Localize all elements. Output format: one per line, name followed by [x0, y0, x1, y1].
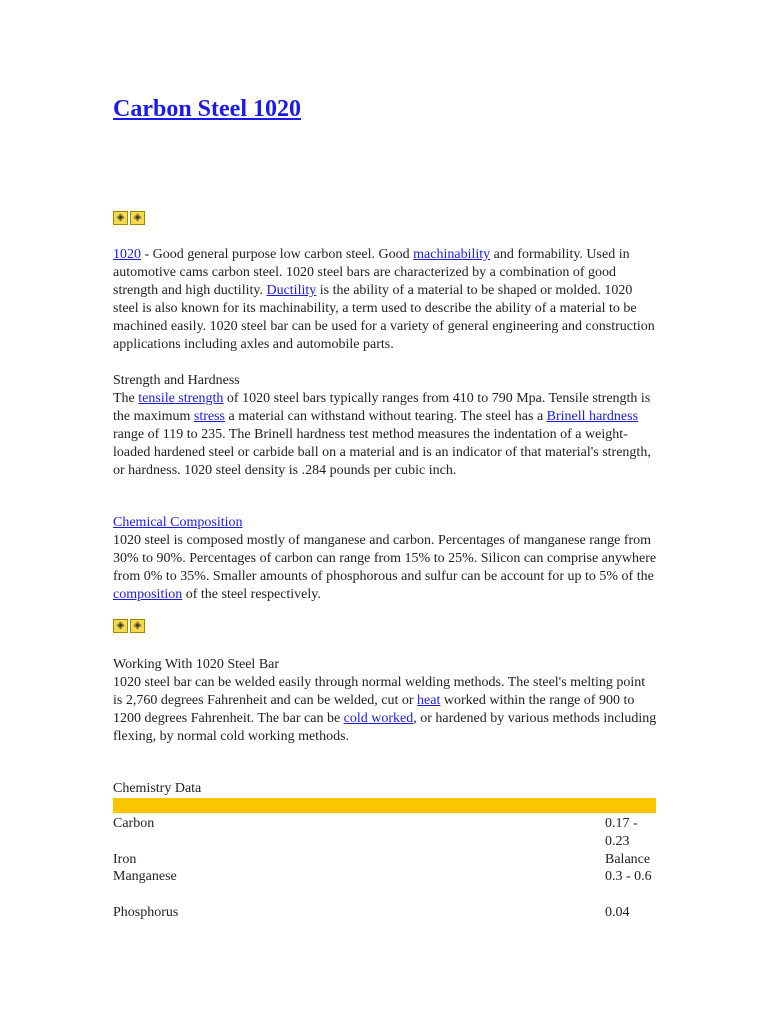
diamond-icon[interactable]: ◈ [130, 211, 145, 225]
title-link[interactable]: Carbon Steel 1020 [113, 96, 301, 122]
element-value: 0.17 - 0.23 [605, 816, 638, 849]
link-tensile-strength[interactable]: tensile strength [138, 391, 224, 406]
link-ductility[interactable]: Ductility [266, 283, 317, 298]
diamond-icon[interactable]: ◈ [130, 619, 145, 633]
element-name: Phosphorus [113, 905, 179, 920]
element-value: 0.04 [605, 905, 630, 920]
composition-text-2: of the steel respectively. [182, 587, 321, 602]
intro-paragraph [113, 246, 658, 354]
strength-paragraph [113, 372, 658, 480]
diamond-icon[interactable]: ◈ [113, 211, 128, 225]
working-paragraph [113, 656, 658, 746]
intro-text-3: is the ability of a material to be shaped or molded. 1020 steel is also known for its machinability, a term used to describe the ability of a material to be machined easily. 1020 steel bar can be used for a variety of general engineering and construction applications including axles and automobile parts. [113, 283, 655, 352]
working-text-1: 1020 steel bar can be welded easily through normal welding methods. The steel's melting point is 2,760 degrees Fahrenheit and can be welded, cut or [113, 675, 646, 708]
link-chemical-composition[interactable]: Chemical Composition [113, 515, 243, 530]
diamond-icon[interactable]: ◈ [113, 619, 128, 633]
link-machinability[interactable]: machinability [413, 247, 491, 262]
link-heat[interactable]: heat [417, 693, 441, 708]
composition-paragraph [113, 514, 658, 604]
page-title [113, 94, 301, 124]
link-composition[interactable]: composition [113, 587, 183, 602]
strength-text-2: of 1020 steel bars typically ranges from 410 to 790 Mpa. Tensile strength is the maximum [113, 391, 651, 424]
strength-text-3: a material can withstand without tearing. The steel has a [225, 409, 547, 424]
element-name: Iron [113, 852, 137, 867]
link-stress[interactable]: stress [193, 409, 226, 424]
working-heading: Working With 1020 Steel Bar [113, 657, 280, 672]
chemistry-heading: Chemistry Data [113, 781, 202, 796]
element-name: Carbon [113, 816, 155, 831]
link-cold-worked[interactable]: cold worked [343, 711, 414, 726]
element-value: Balance [605, 852, 651, 867]
composition-text-1: 1020 steel is composed mostly of manganese and carbon. Percentages of manganese range from 30% to 90%. Percentages of carbon can range from 15% to 25%. Silicon can comprise anywhere from 0% to 35%. Smaller amounts of phosphorous and sulfur can be account for up to 5% of the [113, 533, 657, 584]
strength-text-4: range of 119 to 235. The Brinell hardness test method measures the indentation of a weight-loaded hardened steel or carbide ball on a material and is an indicator of that material's strength, or hardness. 1020 steel density is .284 pounds per cubic inch. [113, 427, 651, 478]
icon-group-top [113, 211, 145, 227]
chemistry-header-bar [113, 798, 656, 813]
intro-text-1: - Good general purpose low carbon steel. Good [141, 247, 414, 262]
element-name: Manganese [113, 869, 177, 884]
working-text-3: , or hardened by various methods including flexing, by normal cold working methods. [113, 711, 657, 744]
link-1020[interactable]: 1020 [113, 247, 141, 262]
icon-group-middle [113, 619, 145, 635]
element-value: 0.3 - 0.6 [605, 869, 652, 884]
working-text-2: worked within the range of 900 to 1200 degrees Fahrenheit. The bar can be [113, 693, 635, 726]
link-brinell-hardness[interactable]: Brinell hardness [546, 409, 639, 424]
intro-text-2: and formability. Used in automotive cams carbon steel. 1020 steel bars are characterized by a combination of good strength and high ductility. [113, 247, 630, 298]
strength-heading: Strength and Hardness [113, 373, 240, 388]
strength-text-1: The [113, 391, 139, 406]
